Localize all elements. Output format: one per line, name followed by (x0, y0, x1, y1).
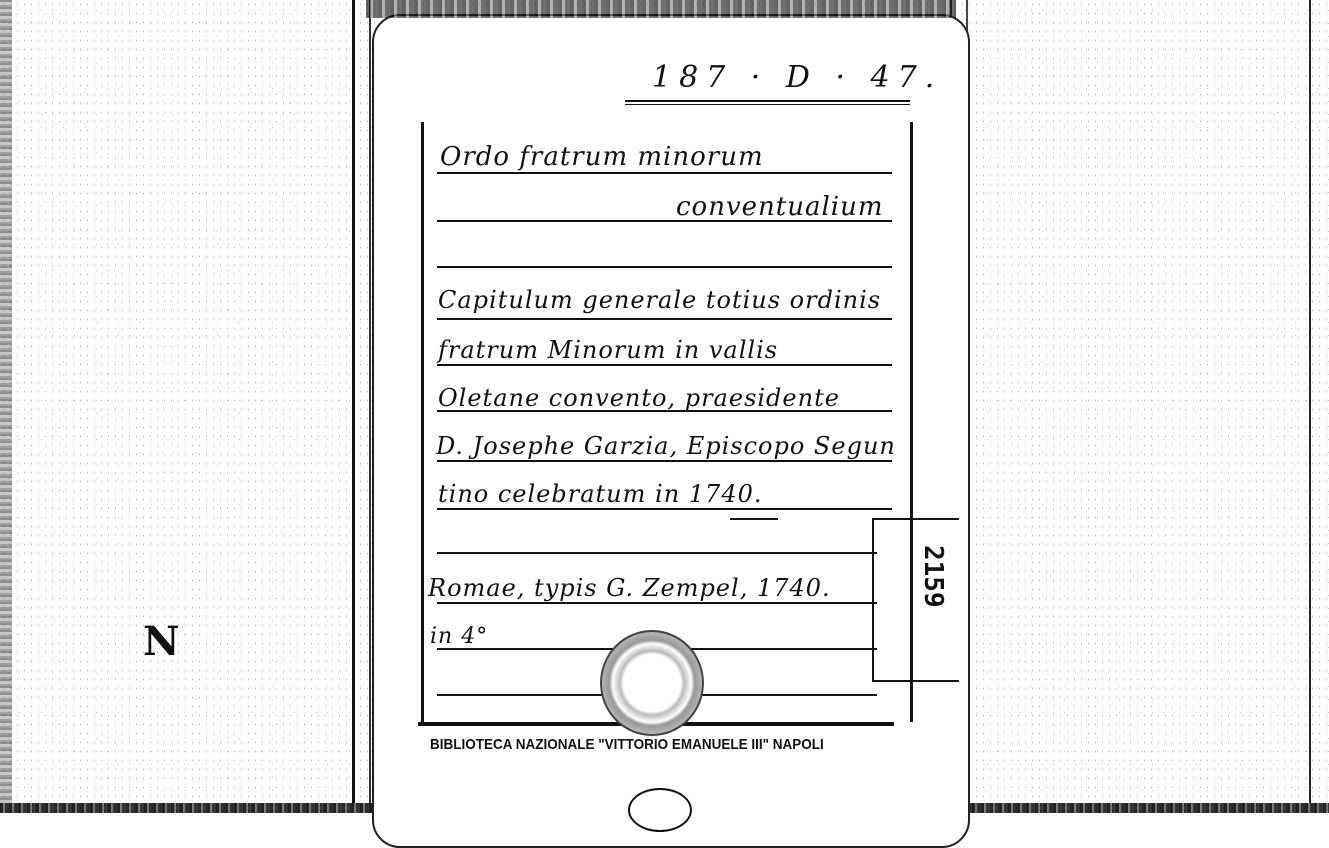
ruled-line (437, 508, 892, 510)
ruled-line (437, 266, 892, 268)
card-line-9: in 4° (430, 624, 489, 649)
card-holder-left (352, 0, 371, 813)
library-seal-stamp (600, 630, 704, 736)
year-underline (730, 518, 778, 520)
ruled-line (437, 460, 892, 462)
ruled-line (437, 172, 892, 174)
shelfmark: 187 · D · 47. (652, 60, 943, 95)
scan-left-edge (0, 0, 12, 813)
card-line-7: tino celebratum in 1740. (438, 480, 763, 508)
inventory-number: 2159 (918, 545, 948, 608)
shelfmark-rule-2 (625, 104, 910, 105)
ruled-line (437, 602, 877, 604)
ruled-line (437, 318, 892, 320)
bottom-seal-edge (628, 788, 692, 832)
shelfmark-rule (625, 100, 910, 102)
card-line-4: fratrum Minorum in vallis (438, 336, 779, 364)
card-line-5: Oletane convento, praesidente (438, 384, 840, 412)
card-line-2: conventualium (676, 192, 884, 222)
card-line-1: Ordo fratrum minorum (440, 142, 764, 172)
card-line-3: Capitulum generale totius ordinis (438, 286, 882, 314)
section-letter: N (143, 618, 180, 665)
ruled-line (437, 410, 892, 412)
library-name: BIBLIOTECA NAZIONALE "VITTORIO EMANUELE III" NAPOLI (430, 736, 824, 753)
ruled-line (437, 552, 877, 554)
card-line-8: Romae, typis G. Zempel, 1740. (428, 574, 831, 602)
card-line-6: D. Josephe Garzia, Episcopo Segun (436, 432, 896, 460)
ruled-line (437, 220, 892, 222)
scan-right-edge (1309, 0, 1329, 813)
ruled-line (437, 364, 892, 366)
card-top-border (366, 0, 956, 18)
